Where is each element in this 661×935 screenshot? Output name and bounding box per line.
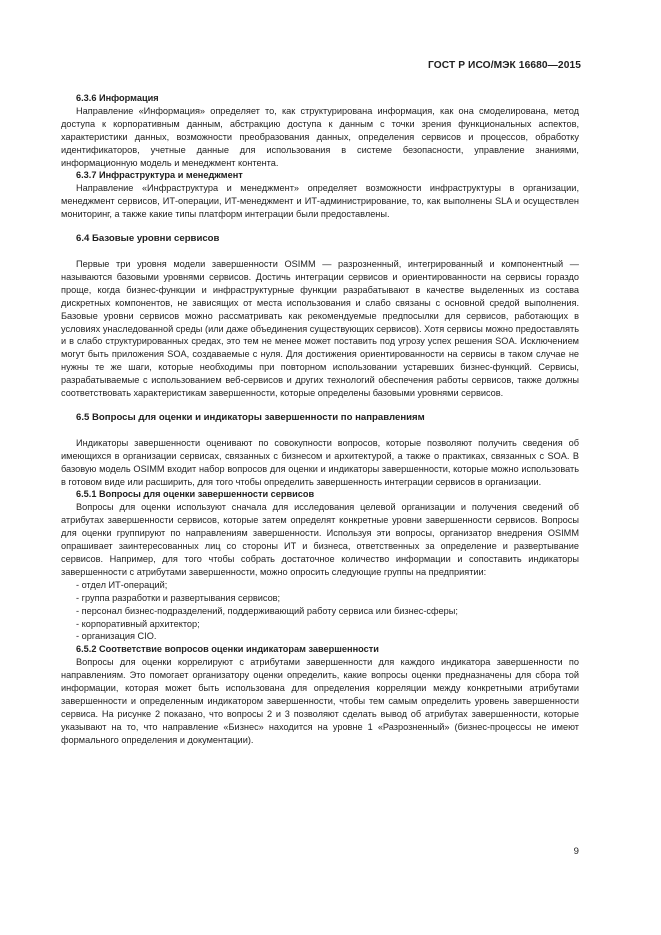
section-heading-6-3-7: 6.3.7 Инфраструктура и менеджмент <box>76 170 243 181</box>
paragraph: Вопросы для оценки коррелируют с атрибутами завершенности для каждого индикатора завершенности по направлениям. Это помогает организатору оценки определить, какие вопросы оценки предназначены для сбора той информации, которая может быть использована для определения корреляции между конкретными атрибутами завершенности и определенным индикатором завершенности, чтобы тем самым определить уровень завершенности сервиса. На рисунке 2 показано, что вопросы 2 и 3 позволяют сделать вывод об атрибутах завершенности, которые указывают на то, что направление «Бизнес» находится на уровне 1 «Разрозненный» (бизнес-процессы не имеют формального определения и документации). <box>61 657 579 745</box>
section-heading-6-3-6: 6.3.6 Информация <box>76 93 159 103</box>
list-item: - организация CIO. <box>76 631 157 642</box>
section-heading-6-5-2: 6.5.2 Соответствие вопросов оценки индикаторам завершенности <box>76 644 379 655</box>
list-item: - отдел ИТ-операций; <box>76 579 168 590</box>
list-item: - корпоративный архитектор; <box>76 618 200 629</box>
list-item: - персонал бизнес-подразделений, поддерживающий работу сервиса или бизнес-сферы; <box>76 605 458 616</box>
paragraph: Индикаторы завершенности оценивают по совокупности вопросов, которые позволяют получить сведения об имеющихся в организации сервисах, связанных с бизнесом и архитектурой, а также о практиках, связанных с SOA. В базовую модель OSIMM входит набор вопросов для оценки и индикаторы завершенности, которые можно использовать в готовом виде или расширить, для того чтобы определить завершенность интеграции сервисов в организации. <box>61 437 579 487</box>
list-item: - группа разработки и развертывания сервисов; <box>76 592 281 603</box>
page-number: 9 <box>573 846 579 857</box>
paragraph: Направление «Информация» определяет то, как структурирована информация, как она смоделирована, метод доступа к корпоративным данным, абстракцию доступа к данным с точки зрения функциональных аспектов, характеристики данных, возможности преобразования данных, определения сервисов и процессов, обработку идентификаторов, учетные данные для использования в системе безопасности, управление знаниями, информационную модель и менеджмент контента. <box>61 105 579 168</box>
section-heading-6-5-1: 6.5.1 Вопросы для оценки завершенности сервисов <box>76 489 315 500</box>
page-body <box>61 92 579 747</box>
section-heading-6-5: 6.5 Вопросы для оценки и индикаторы завершенности по направлениям <box>76 411 425 423</box>
paragraph: Первые три уровня модели завершенности OSIMM — разрозненный, интегрированный и компонентный — называются базовыми уровнями сервисов. Достичь интеграции сервисов и ориентированности на сервисы гораздо проще, когда бизнес-функции и инфраструктурные функции разрабатывают в качестве выделенных из состава дискретных компонентов, не зависящих от места использования и слабо связаны с основной средой выполнения. Базовые уровни сервисов можно рассматривать как рекомендуемые предпосылки для сервисов, работающих в условиях унаследованной среды (или даже объединения существующих сервисов). Хотя сервисы можно предоставлять и в слабо структурированных средах, это тем не менее может поставить под угрозу успех решения SOA. Исключением могут быть приложения SOA, создаваемые с нуля. Для достижения ориентированности на сервисы в таком случае не нужны те же шаги, которые необходимы при повторном использовании устаревших бизнес-функций. Сервисы, разрабатываемые с использованием веб-сервисов и других технологий обеспечения работы сервисов, также должны соответствовать характеристикам завершенности, которые определены базовыми уровнями сервисов. <box>61 258 579 399</box>
stakeholder-list <box>61 579 579 644</box>
paragraph: Вопросы для оценки используют сначала для исследования целевой организации и получения сведений об атрибутах завершенности сервисов, которые затем определят конкретные уровни завершенности сервисов. Вопросы для оценки группируют по направлениям завершенности. Используя эти вопросы, организатор внедрения OSIMM опрашивает заинтересованных лиц со стороны ИТ и бизнеса, ответственных за определение и развертывание сервисов. Например, для того чтобы собрать достаточное количество информации и сопоставить индикаторы завершенности с атрибутами завершенности, можно опросить следующие группы на предприятии: <box>61 502 579 577</box>
paragraph: Направление «Инфраструктура и менеджмент» определяет возможности инфраструктуры в организации, менеджмент сервисов, ИТ-операции, ИТ-менеджмент и ИТ-администрирование, то, как выполнены SLA и осуществлен мониторинг, а также какие типы платформ интеграции были предоставлены. <box>61 183 579 220</box>
section-heading-6-4: 6.4 Базовые уровни сервисов <box>76 233 220 245</box>
document-header: ГОСТ Р ИСО/МЭК 16680—2015 <box>428 60 581 71</box>
